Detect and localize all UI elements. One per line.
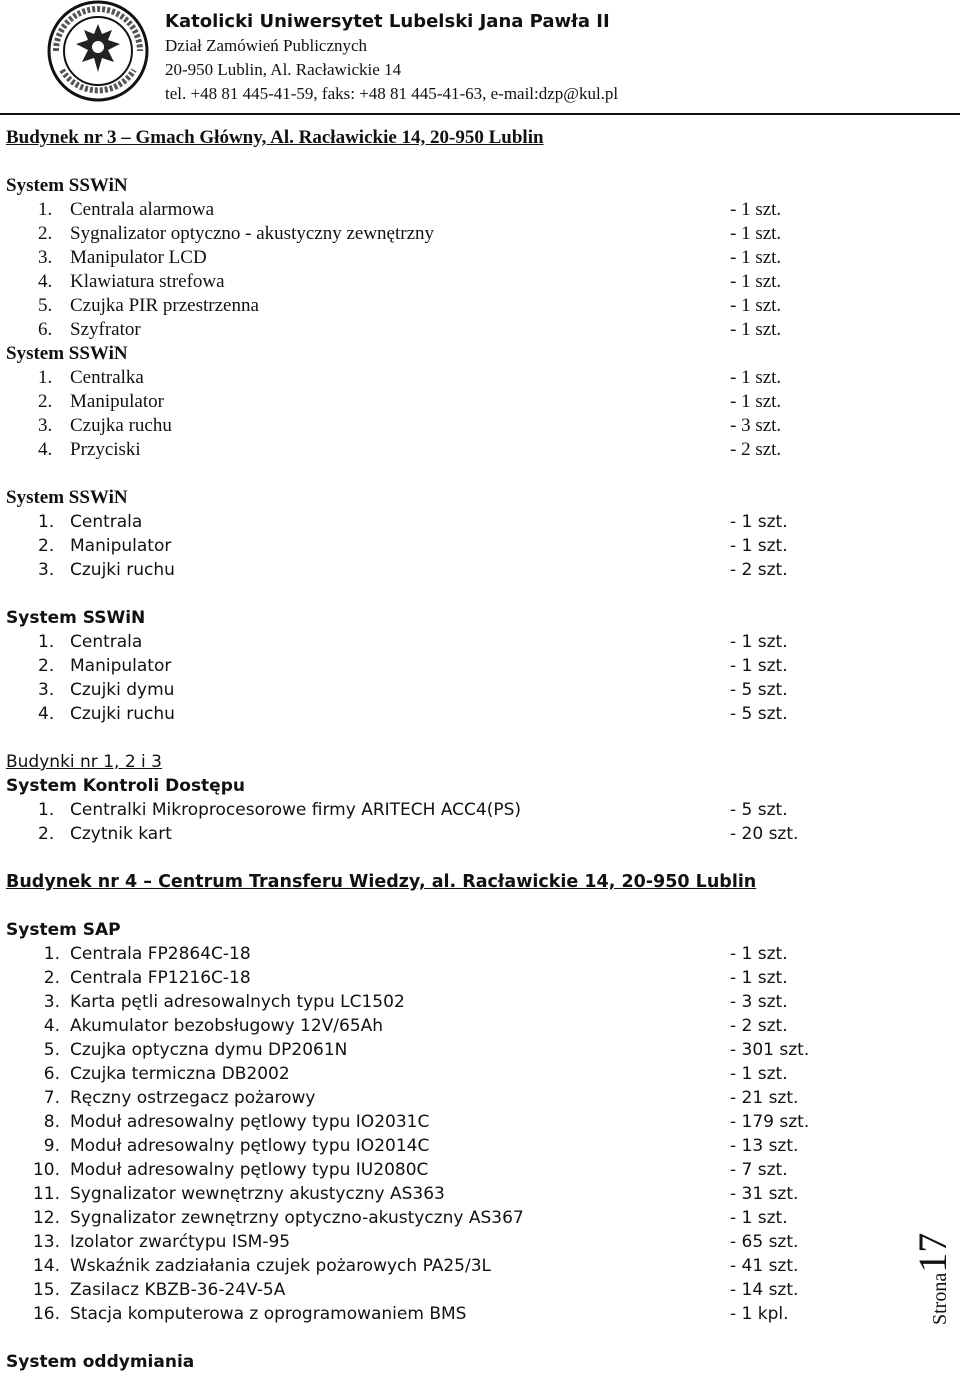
item-label: Sygnalizator zewnętrzny optyczno-akustyczny AS367 xyxy=(70,1208,524,1228)
page-number-rotated xyxy=(909,1233,956,1325)
item-quantity: - 13 szt. xyxy=(730,1136,799,1156)
item-number: 11. xyxy=(32,1184,60,1204)
item-label: Czytnik kart xyxy=(70,824,172,844)
contact-info: tel. +48 81 445-41-59, faks: +48 81 445-41-63, e-mail:dzp@kul.pl xyxy=(165,84,619,103)
item-quantity: - 41 szt. xyxy=(730,1256,799,1276)
list-item xyxy=(6,822,906,846)
item-label: Akumulator bezobsługowy 12V/65Ah xyxy=(70,1016,384,1036)
section-title: System SSWiN xyxy=(6,175,128,196)
item-number: 3. xyxy=(38,415,53,436)
item-label: Czujki ruchu xyxy=(70,704,175,724)
list-item xyxy=(6,1182,906,1206)
list-item xyxy=(6,702,906,726)
item-label: Izolator zwarćtypu ISM-95 xyxy=(70,1232,291,1252)
list-item xyxy=(6,654,906,678)
list-item xyxy=(6,1014,906,1038)
list-item xyxy=(6,966,906,990)
list-item xyxy=(6,318,906,342)
item-quantity: - 1 szt. xyxy=(730,1064,788,1084)
item-label: Sygnalizator wewnętrzny akustyczny AS363 xyxy=(70,1184,445,1204)
item-number: 4. xyxy=(38,704,55,724)
item-quantity: - 1 szt. xyxy=(730,247,782,268)
sswin-section-1 xyxy=(6,174,906,342)
item-number: 3. xyxy=(38,247,53,268)
item-number: 9. xyxy=(43,1136,60,1156)
list-item xyxy=(6,222,906,246)
spacer xyxy=(6,846,906,870)
list-item xyxy=(6,534,906,558)
item-number: 7. xyxy=(43,1088,60,1108)
list-item xyxy=(6,510,906,534)
item-number: 6. xyxy=(43,1064,60,1084)
item-label: Czujki dymu xyxy=(70,680,175,700)
item-label: Centrala alarmowa xyxy=(70,199,215,220)
item-label: Zasilacz KBZB-36-24V-5A xyxy=(70,1280,286,1300)
item-number: 16. xyxy=(32,1304,60,1324)
item-label: Czujka PIR przestrzenna xyxy=(70,295,259,316)
list-item xyxy=(6,1086,906,1110)
list-item xyxy=(6,198,906,222)
item-number: 3. xyxy=(43,992,60,1012)
item-quantity: - 1 szt. xyxy=(730,536,788,556)
smoke-system-title: System oddymiania xyxy=(6,1352,195,1372)
page-word: Strona xyxy=(929,1272,951,1325)
list-item xyxy=(6,270,906,294)
item-label: Klawiatura strefowa xyxy=(70,271,225,292)
list-item xyxy=(6,942,906,966)
list-item xyxy=(6,798,906,822)
building-3-title: Budynek nr 3 – Gmach Główny, Al. Racławickie 14, 20-950 Lublin xyxy=(6,127,544,148)
item-label: Moduł adresowalny pętlowy typu IU2080C xyxy=(70,1160,429,1180)
item-label: Stacja komputerowa z oprogramowaniem BMS xyxy=(70,1304,467,1324)
list-item xyxy=(6,1110,906,1134)
item-label: Centrala FP1216C-18 xyxy=(70,968,251,988)
item-number: 1. xyxy=(38,199,53,220)
item-number: 4. xyxy=(43,1016,60,1036)
item-number: 2. xyxy=(38,391,53,412)
list-item xyxy=(6,294,906,318)
item-label: Przyciski xyxy=(70,439,141,460)
item-number: 3. xyxy=(38,560,55,580)
list-item xyxy=(6,1278,906,1302)
list-item xyxy=(6,630,906,654)
item-quantity: - 3 szt. xyxy=(730,992,788,1012)
document-body xyxy=(6,126,906,1374)
item-number: 10. xyxy=(32,1160,60,1180)
item-number: 2. xyxy=(43,968,60,988)
list-item xyxy=(6,1062,906,1086)
list-item xyxy=(6,1302,906,1326)
section-title: System SSWiN xyxy=(6,343,128,364)
item-quantity: - 5 szt. xyxy=(730,704,788,724)
item-number: 13. xyxy=(32,1232,60,1252)
item-quantity: - 179 szt. xyxy=(730,1112,810,1132)
item-quantity: - 1 szt. xyxy=(730,223,782,244)
item-quantity: - 2 szt. xyxy=(730,560,788,580)
item-quantity: - 2 szt. xyxy=(730,1016,788,1036)
item-label: Manipulator xyxy=(70,391,164,412)
list-item xyxy=(6,1254,906,1278)
list-item xyxy=(6,558,906,582)
sswin-section-2 xyxy=(6,342,906,462)
item-quantity: - 14 szt. xyxy=(730,1280,799,1300)
item-label: Czujki ruchu xyxy=(70,560,175,580)
item-quantity: - 21 szt. xyxy=(730,1088,799,1108)
item-number: 6. xyxy=(38,319,53,340)
item-number: 2. xyxy=(38,536,55,556)
item-quantity: - 7 szt. xyxy=(730,1160,788,1180)
item-quantity: - 1 szt. xyxy=(730,512,788,532)
letterhead xyxy=(0,0,960,120)
item-quantity: - 1 szt. xyxy=(730,295,782,316)
item-quantity: - 31 szt. xyxy=(730,1184,799,1204)
item-label: Ręczny ostrzegacz pożarowy xyxy=(70,1088,316,1108)
list-item xyxy=(6,414,906,438)
item-number: 1. xyxy=(43,944,60,964)
item-quantity: - 1 szt. xyxy=(730,632,788,652)
item-label: Czujka optyczna dymu DP2061N xyxy=(70,1040,348,1060)
item-quantity: - 1 szt. xyxy=(730,319,782,340)
item-label: Moduł adresowalny pętlowy typu IO2014C xyxy=(70,1136,430,1156)
item-quantity: - 1 szt. xyxy=(730,944,788,964)
item-number: 1. xyxy=(38,512,55,532)
section-title: System Kontroli Dostępu xyxy=(6,776,245,796)
item-label: Moduł adresowalny pętlowy typu IO2031C xyxy=(70,1112,430,1132)
building-4-title: Budynek nr 4 – Centrum Transferu Wiedzy, al. Racławickie 14, 20-950 Lublin xyxy=(6,872,757,892)
spacer xyxy=(6,726,906,750)
item-label: Centrala FP2864C-18 xyxy=(70,944,251,964)
item-quantity: - 1 szt. xyxy=(730,199,782,220)
list-item xyxy=(6,990,906,1014)
item-label: Centralka xyxy=(70,367,144,388)
item-number: 3. xyxy=(38,680,55,700)
item-label: Centrala xyxy=(70,632,143,652)
list-item xyxy=(6,678,906,702)
spacer xyxy=(6,462,906,486)
list-item xyxy=(6,1134,906,1158)
item-number: 8. xyxy=(43,1112,60,1132)
list-item xyxy=(6,1230,906,1254)
item-label: Karta pętli adresowalnych typu LC1502 xyxy=(70,992,405,1012)
item-label: Wskaźnik zadziałania czujek pożarowych PA25/3L xyxy=(70,1256,492,1276)
sswin-section-4 xyxy=(6,606,906,726)
item-quantity: - 2 szt. xyxy=(730,439,782,460)
item-quantity: - 1 kpl. xyxy=(730,1304,789,1324)
item-number: 4. xyxy=(38,271,53,292)
sap-section xyxy=(6,918,906,1326)
spacer xyxy=(6,1326,906,1350)
item-quantity: - 1 szt. xyxy=(730,367,782,388)
item-quantity: - 1 szt. xyxy=(730,391,782,412)
item-quantity: - 1 szt. xyxy=(730,271,782,292)
spacer xyxy=(6,582,906,606)
page-number-label xyxy=(910,1205,960,1325)
item-number: 14. xyxy=(32,1256,60,1276)
item-quantity: - 65 szt. xyxy=(730,1232,799,1252)
item-number: 5. xyxy=(38,295,53,316)
item-number: 4. xyxy=(38,439,53,460)
list-item xyxy=(6,1038,906,1062)
access-control-section xyxy=(6,750,906,846)
item-label: Manipulator xyxy=(70,536,172,556)
item-number: 2. xyxy=(38,824,55,844)
item-number: 15. xyxy=(32,1280,60,1300)
item-quantity: - 301 szt. xyxy=(730,1040,810,1060)
list-item xyxy=(6,246,906,270)
header-divider xyxy=(0,113,960,115)
item-number: 12. xyxy=(32,1208,60,1228)
sswin-section-3 xyxy=(6,486,906,582)
university-seal-icon xyxy=(42,0,155,103)
address: 20-950 Lublin, Al. Racławickie 14 xyxy=(165,60,402,79)
section-title: System SSWiN xyxy=(6,608,146,628)
page-number: 17 xyxy=(910,1232,955,1273)
item-number: 1. xyxy=(38,632,55,652)
item-number: 5. xyxy=(43,1040,60,1060)
item-quantity: - 3 szt. xyxy=(730,415,782,436)
buildings-heading: Budynki nr 1, 2 i 3 xyxy=(6,752,162,772)
item-label: Sygnalizator optyczno - akustyczny zewnętrzny xyxy=(70,223,435,244)
item-quantity: - 1 szt. xyxy=(730,968,788,988)
item-number: 1. xyxy=(38,800,55,820)
list-item xyxy=(6,438,906,462)
item-number: 1. xyxy=(38,367,53,388)
item-quantity: - 5 szt. xyxy=(730,800,788,820)
list-item xyxy=(6,1206,906,1230)
section-title: System SAP xyxy=(6,920,121,940)
item-label: Centralki Mikroprocesorowe firmy ARITECH ACC4(PS) xyxy=(70,800,522,820)
item-label: Czujka ruchu xyxy=(70,415,172,436)
letterhead-text xyxy=(165,10,618,106)
university-name: Katolicki Uniwersytet Lubelski Jana Pawła II xyxy=(165,11,610,32)
section-title: System SSWiN xyxy=(6,487,128,508)
item-label: Manipulator xyxy=(70,656,172,676)
item-label: Szyfrator xyxy=(70,319,141,340)
item-number: 2. xyxy=(38,223,53,244)
department-name: Dział Zamówień Publicznych xyxy=(165,36,368,55)
list-item xyxy=(6,390,906,414)
list-item xyxy=(6,366,906,390)
item-quantity: - 20 szt. xyxy=(730,824,799,844)
item-number: 2. xyxy=(38,656,55,676)
item-quantity: - 1 szt. xyxy=(730,1208,788,1228)
list-item xyxy=(6,1158,906,1182)
item-label: Czujka termiczna DB2002 xyxy=(70,1064,290,1084)
item-quantity: - 1 szt. xyxy=(730,656,788,676)
item-quantity: - 5 szt. xyxy=(730,680,788,700)
item-label: Manipulator LCD xyxy=(70,247,207,268)
item-label: Centrala xyxy=(70,512,143,532)
